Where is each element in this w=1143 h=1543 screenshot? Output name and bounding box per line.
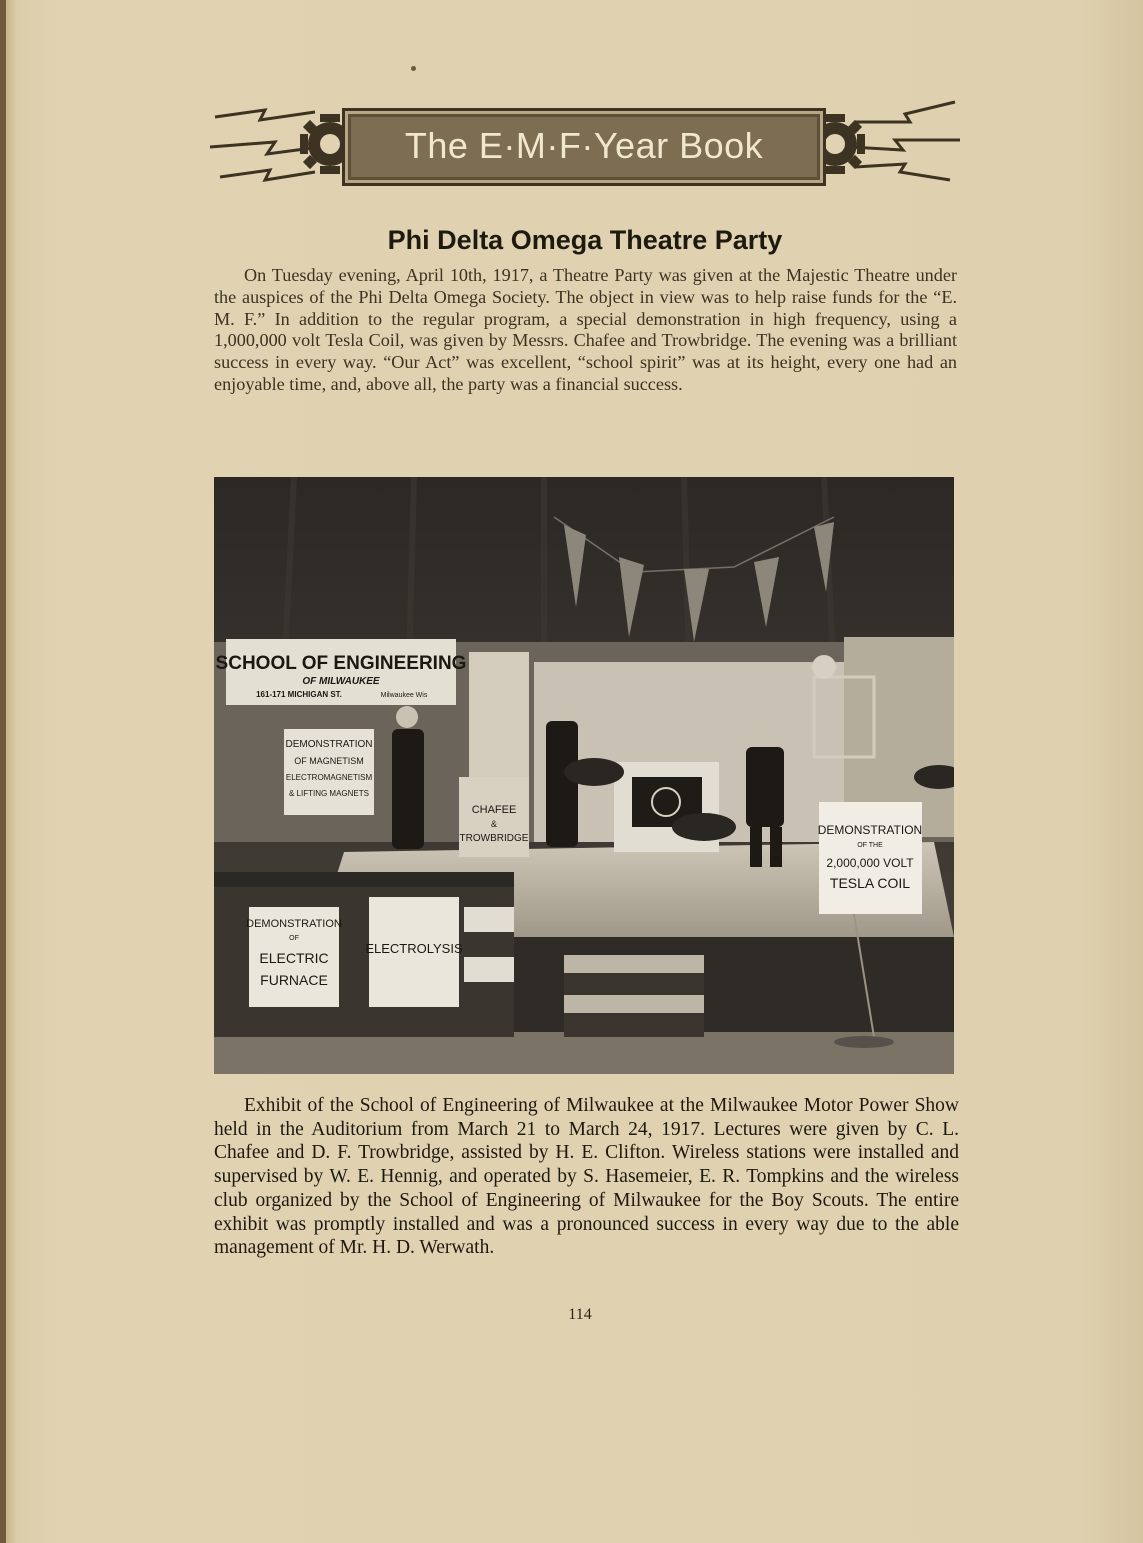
sign-tesla-line2: OF THE [857, 842, 883, 849]
sign-chafee-line2: & [490, 819, 498, 829]
sign-tesla-line4: TESLA COIL [829, 875, 911, 891]
sign-school-line4: Milwaukee Wis [380, 692, 428, 699]
sign-school-line3: 161-171 MICHIGAN ST. [256, 690, 342, 699]
sign-tesla-line3: 2,000,000 VOLT [826, 856, 914, 870]
article-title: Phi Delta Omega Theatre Party [387, 225, 783, 255]
sign-furnace-line4: FURNACE [260, 972, 328, 988]
intro-paragraph: On Tuesday evening, April 10th, 1917, a Theatre Party was given at the Majestic Theatre under the auspices of the Phi Delta Omega Society. The object in view was to help raise funds for the “E. M. F.” In addition to the regular program, a special demonstration in high frequency, using a 1,000,000 volt Tesla Coil, was given by Messrs. Chafee and Trowbridge. The evening was a brilliant success in every way. “Our Act” was excellent, “school spirit” was at its height, every one had an enjoyable time, and, above all, the party was a financial success. [214, 265, 957, 394]
sign-magnetism-line1: DEMONSTRATION [285, 739, 373, 750]
sign-furnace-line2: OF [289, 935, 299, 942]
page-spine [0, 0, 6, 1543]
sign-school-line1: SCHOOL OF ENGINEERING [215, 653, 467, 674]
print-dot [411, 66, 416, 71]
banner-title-box [342, 108, 826, 186]
banner-title: The E·M·F·Year Book [404, 125, 764, 166]
exhibit-photo [214, 477, 954, 1074]
sign-magnetism-line3: ELECTROMAGNETISM [285, 773, 373, 782]
sign-chafee-line3: TROWBRIDGE [459, 833, 529, 844]
sign-furnace-line1: DEMONSTRATION [246, 918, 342, 930]
sign-tesla-line1: DEMONSTRATION [817, 823, 923, 837]
sign-furnace-line3: ELECTRIC [259, 950, 329, 966]
sign-magnetism-line4: & LIFTING MAGNETS [288, 789, 370, 798]
photo-caption: Exhibit of the School of Engineering of Milwaukee at the Milwaukee Motor Power Show held in the Auditorium from March 21 to March 24, 1917. Lectures were given by C. L. Chafee and D. F. Trowbridge, assisted by H. E. Clifton. Wireless stations were installed and supervised by W. E. Hennig, and operated by S. Hasemeier, E. R. Tompkins and the wireless club organized by the School of Engineering of Milwaukee for the Boy Scouts. The entire exhibit was promptly installed and was a pronounced success in every way due to the able management of Mr. H. D. Werwath. [214, 1095, 959, 1259]
sign-electrolysis: ELECTROLYSIS [365, 941, 463, 956]
sign-school-line2: OF MILWAUKEE [302, 676, 380, 687]
page-number: 114 [568, 1306, 592, 1323]
sign-magnetism-line2: OF MAGNETISM [294, 756, 364, 766]
sign-chafee-line1: CHAFEE [471, 804, 517, 816]
